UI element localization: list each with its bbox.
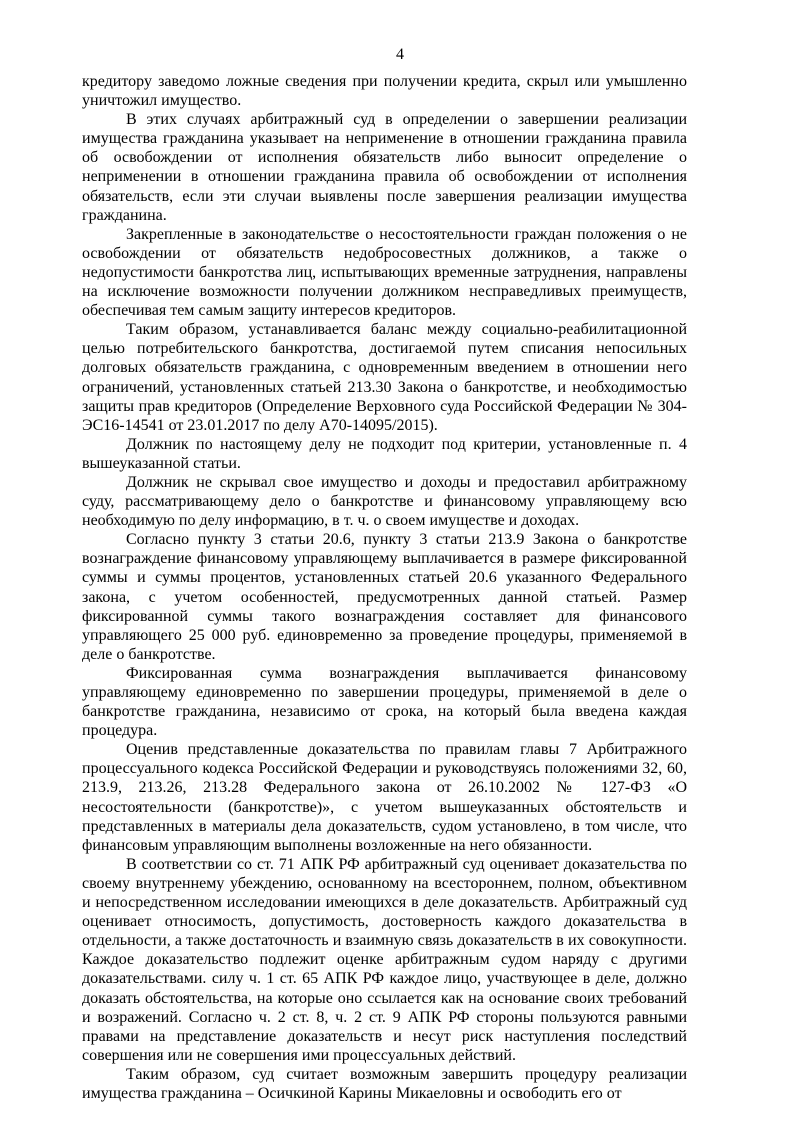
paragraph: Таким образом, суд считает возможным завершить процедуру реализации имущества гражданина – Осичкиной Карины Микаеловны и освободить его от — [82, 1065, 687, 1102]
document-body — [82, 72, 687, 1103]
paragraph: Оценив представленные доказательства по правилам главы 7 Арбитражного процессуального кодекса Российской Федерации и руководствуясь положениями 32, 60, 213.9, 213.26, 213.28 Федерального закона от 26.10.2002 № 127-ФЗ «О несостоятельности (банкротстве)», с учетом вышеуказанных обстоятельств и представленных в материалы дела доказательств, судом установлено, в том числе, что финансовым управляющим выполнены возложенные на него обязанности. — [82, 741, 687, 854]
paragraph: Фиксированная сумма вознаграждения выплачивается финансовому управляющему единовременно по завершении процедуры, применяемой в деле о банкротстве гражданина, независимо от срока, на который была введена каждая процедура. — [82, 664, 687, 740]
paragraph-continuation: кредитору заведомо ложные сведения при получении кредита, скрыл или умышленно уничтожил имущество. — [82, 73, 687, 110]
paragraph: Должник не скрывал свое имущество и доходы и предоставил арбитражному суду, рассматривающему дело о банкротстве и финансовому управляющему всю необходимую по делу информацию, в т. ч. о своем имуществе и доходах. — [82, 473, 687, 530]
paragraph: Закрепленные в законодательстве о несостоятельности граждан положения о не освобождении от обязательств недобросовестных должников, а также о недопустимости банкротства лиц, испытывающих временные затруднения, направлены на исключение возможности получении должником несправедливых преимуществ, обеспечивая тем самым защиту интересов кредиторов. — [82, 225, 687, 320]
page-number: 4 — [396, 46, 404, 63]
paragraph: В этих случаях арбитражный суд в определении о завершении реализации имущества гражданина указывает на неприменение в отношении гражданина правила об освобождении от исполнения обязательств либо выносит определение о неприменении в отношении гражданина правила об освобождении от исполнения обязательств, если эти случаи выявлены после завершения реализации имущества гражданина. — [82, 111, 687, 224]
paragraph: Должник по настоящему делу не подходит под критерии, установленные п. 4 вышеуказанной статьи. — [82, 435, 687, 472]
paragraph: В соответствии со ст. 71 АПК РФ арбитражный суд оценивает доказательства по своему внутреннему убеждению, основанному на всестороннем, полном, объективном и непосредственном исследовании имеющихся в деле доказательств. Арбитражный суд оценивает относимость, допустимость, достоверность каждого доказательства в отдельности, а также достаточность и взаимную связь доказательств в их совокупности. Каждое доказательство подлежит оценке арбитражным судом наряду с другими доказательствами. силу ч. 1 ст. 65 АПК РФ каждое лицо, участвующее в деле, должно доказать обстоятельства, на которые оно ссылается как на основание своих требований и возражений. Согласно ч. 2 ст. 8, ч. 2 ст. 9 АПК РФ стороны пользуются равными правами на представление доказательств и несут риск наступления последствий совершения или не совершения ими процессуальных действий. — [82, 855, 687, 1064]
paragraph: Таким образом, устанавливается баланс между социально-реабилитационной целью потребительского банкротства, достигаемой путем списания непосильных долговых обязательств гражданина, с одновременным введением в отношении него ограничений, установленных статьей 213.30 Закона о банкротстве, и необходимостью защиты прав кредиторов (Определение Верховного суда Российской Федерации № 304-ЭС16-14541 от 23.01.2017 по делу А70-14095/2015). — [82, 321, 687, 434]
paragraph: Согласно пункту 3 статьи 20.6, пункту 3 статьи 213.9 Закона о банкротстве вознаграждение финансовому управляющему выплачивается в размере фиксированной суммы и суммы процентов, установленных статьей 20.6 указанного Федерального закона, с учетом особенностей, предусмотренных данной статьей. Размер фиксированной суммы такого вознаграждения составляет для финансового управляющего 25 000 руб. единовременно за проведение процедуры, применяемой в деле о банкротстве. — [82, 531, 687, 663]
